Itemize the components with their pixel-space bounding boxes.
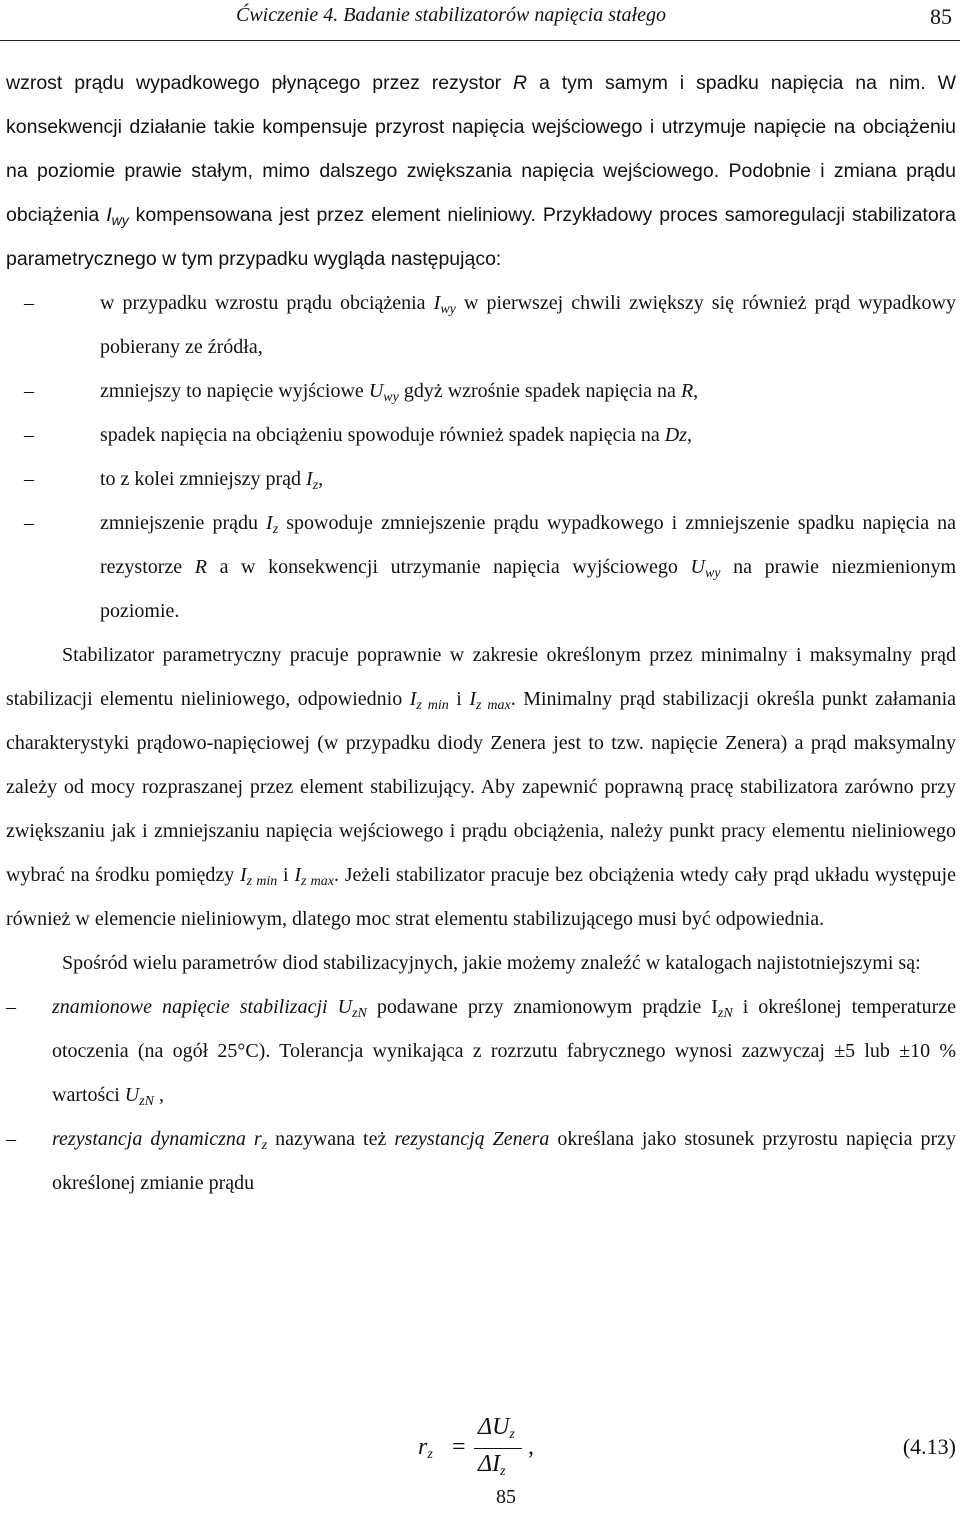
footer-page-number: 85 bbox=[496, 1486, 516, 1508]
header-page-number: 85 bbox=[930, 4, 952, 29]
header-title: Ćwiczenie 4. Badanie stabilizatorów napięcia stałego bbox=[236, 4, 666, 26]
list-item: – zmniejszy to napięcie wyjściowe $U_{wy}$ gdyż wzrośnie spadek napięcia na R, bbox=[24, 380, 699, 405]
equation-number: (4.13) bbox=[902, 1434, 956, 1459]
formula-comma: , bbox=[528, 1434, 534, 1460]
fraction-bar bbox=[474, 1448, 522, 1449]
list-item: – to z kolei zmniejszy prąd $I_z$, bbox=[24, 468, 324, 493]
formula-denominator: $\Delta I_z$ bbox=[478, 1451, 506, 1479]
list-item: – zmniejszenie prądu $I_z$ spowoduje zmniejszenie prądu wypadkowego i zmniejszenie spadku napięcia na rezystorze R a w konsekwencji utrzymanie napięcia wyjściowego $U_{wy}$ na prawie niezmienionym poziomie. bbox=[24, 512, 956, 622]
paragraph-2: Stabilizator parametryczny pracuje poprawnie w zakresie określonym przez minimalny i maksymalny prąd stabilizacji elementu nieliniowego, odpowiednio $I_{z min}$ i $I_{z max}$. Minimalny prąd stabilizacji określa punkt załamania charakterystyki prądowo-napięciowej (w przypadku diody Zenera jest to tzw. napięcie Zenera) a prąd maksymalny zależy od mocy rozpraszanej przez element stabilizujący. Aby zapewnić poprawną pracę stabilizatora zarówno przy zwiększaniu jak i zmniejszaniu napięcia wejściowego i prądu obciążenia, należy punkt pracy elementu nieliniowego wybrać na środku pomiędzy $I_{z min}$ i $I_{z max}$. Jeżeli stabilizator pracuje bez obciążenia wtedy cały prąd układu występuje również w elemencie nieliniowym, dlatego moc strat elementu stabilizującego musi być odpowiednia. bbox=[6, 644, 957, 930]
page-header bbox=[0, 0, 960, 41]
document-body bbox=[6, 61, 956, 1205]
list-item: – spadek napięcia na obciążeniu spowoduje również spadek napięcia na Dz, bbox=[24, 424, 692, 446]
formula-lhs: $r_z$ bbox=[418, 1434, 433, 1462]
equation-4-13 bbox=[418, 1414, 958, 1484]
parameter-list bbox=[6, 985, 956, 1205]
list-item: – znamionowe napięcie stabilizacji $U_{zN}$ podawane przy znamionowym prądzie $I_{zN}$ i określonej temperaturze otoczenia (na ogół 25°C). Tolerancja wynikająca z rozrzutu fabrycznego wynosi zazwyczaj ±5 lub ±10 % wartości $U_{zN}$ , bbox=[6, 996, 956, 1109]
paragraph-3: Spośród wielu parametrów diod stabilizacyjnych, jakie możemy znaleźć w katalogach najistotniejszymi są: bbox=[62, 952, 921, 974]
process-list bbox=[6, 281, 956, 633]
paragraph-1: wzrost prądu wypadkowego płynącego przez rezystor R a tym samym i spadku napięcia na nim. W konsekwencji działanie takie kompensuje przyrost napięcia wejściowego i utrzymuje napięcie na obciążeniu na poziomie prawie stałym, mimo dalszego zwiększania napięcia wejściowego. Podobnie i zmiana prądu obciążenia $I_{wy}$ kompensowana jest przez element nieliniowy. Przykładowy proces samoregulacji stabilizatora parametrycznego w tym przypadku wygląda następująco: bbox=[6, 72, 957, 270]
formula-numerator: $\Delta U_z$ bbox=[478, 1414, 515, 1442]
formula-equals: = bbox=[452, 1434, 466, 1460]
list-item: – w przypadku wzrostu prądu obciążenia $I_{wy}$ w pierwszej chwili zwiększy się również prąd wypadkowy pobierany ze źródła, bbox=[24, 292, 956, 358]
list-item: – rezystancja dynamiczna $r_z$ nazywana też rezystancją Zenera określana jako stosunek przyrostu napięcia przy określonej zmianie prądu bbox=[6, 1128, 956, 1194]
